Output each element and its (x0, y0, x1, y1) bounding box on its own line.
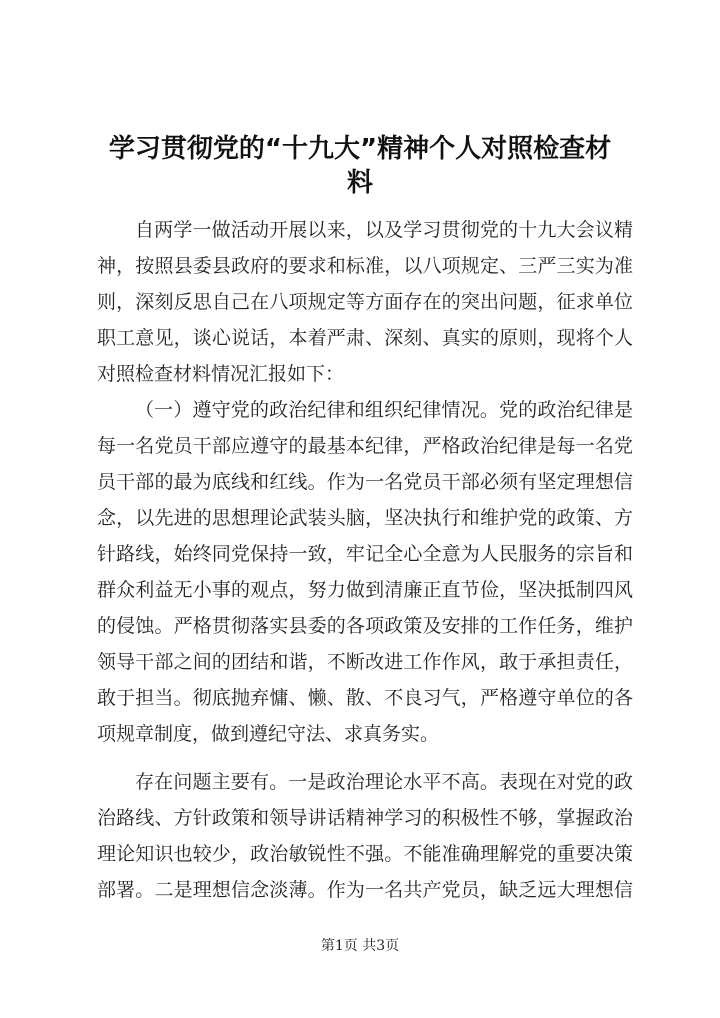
text-line: 项规章制度，做到遵纪守法、求真务实。 (97, 723, 440, 745)
text-line: 自两学一做活动开展以来，以及学习贯彻党的十九大会议精 (135, 219, 633, 241)
text-line: 部署。二是理想信念淡薄。作为一名共产党员，缺乏远大理想信 (97, 879, 633, 901)
paragraph (97, 392, 633, 752)
text-line: 针路线，始终同党保持一致，牢记全心全意为人民服务的宗旨和 (97, 543, 633, 565)
text-line: 神，按照县委县政府的要求和标准，以八项规定、三严三实为准 (97, 255, 633, 277)
text-line: 领导干部之间的团结和谐，不断改进工作作风，敢于承担责任， (97, 651, 633, 673)
document-body (97, 212, 633, 908)
paragraph (97, 212, 633, 392)
title-line: 学习贯彻党的“十九大”精神个人对照检查材 (108, 134, 612, 164)
title-line: 料 (346, 168, 373, 198)
text-line: 每一名党员干部应遵守的最基本纪律，严格政治纪律是每一名党 (97, 435, 633, 457)
page-footer: 第1页 共3页 (320, 938, 400, 954)
text-line: 则，深刻反思自己在八项规定等方面存在的突出问题，征求单位 (97, 291, 633, 313)
text-line: 存在问题主要有。一是政治理论水平不高。表现在对党的政 (135, 771, 633, 793)
text-line: （一）遵守党的政治纪律和组织纪律情况。党的政治纪律是 (135, 399, 633, 421)
text-line: 的侵蚀。严格贯彻落实县委的各项政策及安排的工作任务，维护 (97, 615, 633, 637)
paragraph (97, 764, 633, 908)
text-line: 对照检查材料情况汇报如下： (97, 363, 345, 385)
text-line: 敢于担当。彻底抛弃慵、懒、散、不良习气，严格遵守单位的各 (97, 687, 633, 709)
text-line: 理论知识也较少，政治敏锐性不强。不能准确理解党的重要决策 (97, 843, 633, 865)
text-line: 员干部的最为底线和红线。作为一名党员干部必须有坚定理想信 (97, 471, 633, 493)
text-line: 职工意见，谈心说话，本着严肃、深刻、真实的原则，现将个人 (97, 327, 633, 349)
document-title (60, 132, 660, 200)
text-line: 治路线、方针政策和领导讲话精神学习的积极性不够，掌握政治 (97, 807, 633, 829)
text-line: 念，以先进的思想理论武装头脑，坚决执行和维护党的政策、方 (97, 507, 633, 529)
text-line: 群众利益无小事的观点，努力做到清廉正直节俭，坚决抵制四风 (97, 579, 633, 601)
